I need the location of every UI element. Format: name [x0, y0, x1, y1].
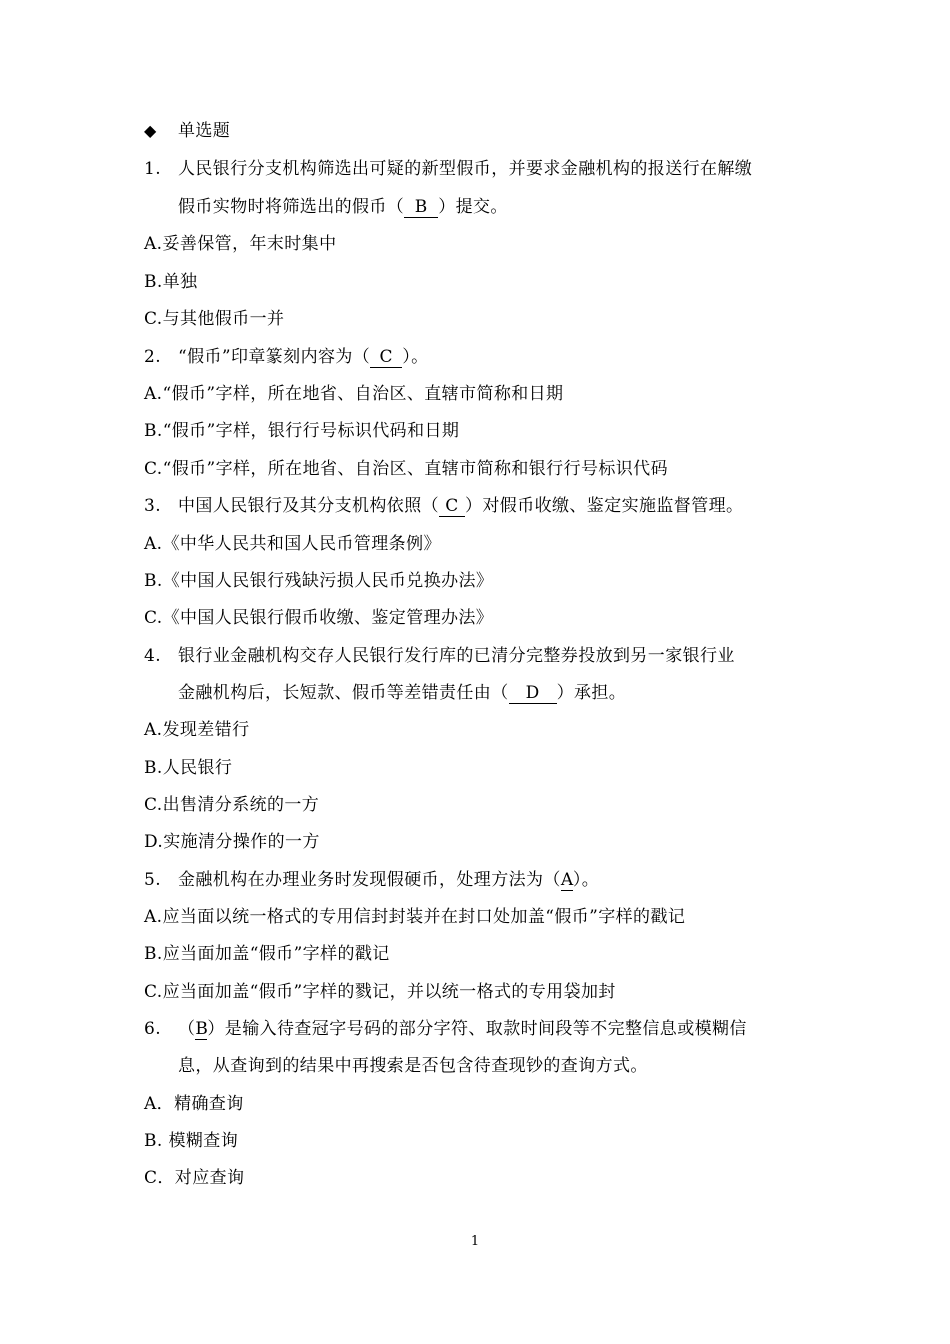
answer-blank: C	[370, 347, 402, 368]
question-number: 2.	[144, 347, 162, 367]
option-item: A.应当面以统一格式的专用信封封装并在封口处加盖“假币”字样的戳记	[144, 907, 686, 927]
question-6-line-1	[144, 1017, 747, 1041]
section-title: 单选题	[178, 121, 231, 141]
option-item: A.“假币”字样，所在地省、自治区、直辖市简称和日期	[144, 384, 564, 404]
question-text: “假币”印章篆刻内容为（	[178, 347, 371, 367]
page-number: 1	[470, 1234, 480, 1249]
answer-blank: B	[404, 197, 438, 218]
option-item: C.应当面加盖“假币”字样的戮记，并以统一格式的专用袋加封	[144, 982, 616, 1002]
question-1-line-2	[178, 195, 508, 219]
option-item: C.“假币”字样，所在地省、自治区、直辖市简称和银行行号标识代码	[144, 459, 668, 479]
option-item: B.应当面加盖“假币”字样的戳记	[144, 944, 390, 964]
question-number: 3.	[144, 496, 162, 516]
question-1-line-1	[144, 157, 752, 181]
option-item: B. 模糊查询	[144, 1131, 239, 1151]
question-number: 4.	[144, 646, 162, 666]
option-item: B.“假币”字样，银行行号标识代码和日期	[144, 421, 460, 441]
answer-blank: A	[560, 870, 574, 890]
question-text: 息，从查询到的结果中再搜索是否包含待查现钞的查询方式。	[178, 1056, 648, 1076]
answer-blank: C	[439, 496, 465, 517]
option-item: A.《中华人民共和国人民币管理条例》	[144, 534, 441, 554]
question-text: 银行业金融机构交存人民银行发行库的已清分完整券投放到另一家银行业	[178, 646, 735, 666]
question-text: 中国人民银行及其分支机构依照（	[178, 496, 439, 516]
question-text: 金融机构后，长短款、假币等差错责任由（	[178, 683, 509, 703]
option-item: A.发现差错行	[144, 720, 250, 740]
option-item: A.妥善保管，年末时集中	[144, 234, 337, 254]
question-6-line-2	[178, 1054, 648, 1078]
question-number: 5.	[144, 870, 162, 890]
section-heading	[144, 119, 230, 143]
question-4-line-1	[144, 644, 735, 668]
question-5-line-1	[144, 868, 599, 892]
answer-blank: B	[195, 1019, 209, 1039]
question-number: 1.	[144, 159, 162, 179]
question-number: 6.	[144, 1019, 162, 1039]
option-item: A．精确查询	[144, 1094, 244, 1114]
option-item: C.与其他假币一并	[144, 309, 285, 329]
diamond-bullet-icon: ◆	[144, 121, 157, 140]
option-item: B.人民银行	[144, 758, 233, 778]
question-text: ）提交。	[438, 197, 508, 217]
question-2-line-1	[144, 345, 429, 369]
question-text: ）。	[402, 347, 429, 367]
question-text: ）是输入待查冠字号码的部分字符、取款时间段等不完整信息或模糊信	[207, 1019, 747, 1039]
question-text: ）承担。	[556, 683, 627, 703]
answer-blank: D	[509, 683, 557, 704]
option-item: C.出售清分系统的一方	[144, 795, 320, 815]
option-item: B.《中国人民银行残缺污损人民币兑换办法》	[144, 571, 494, 591]
question-3-line-1	[144, 494, 743, 518]
question-text: ）。	[572, 870, 600, 890]
question-text: 人民银行分支机构筛选出可疑的新型假币，并要求金融机构的报送行在解缴	[178, 159, 753, 179]
question-text: 假币实物时将筛选出的假币（	[178, 197, 405, 217]
option-item: B.单独	[144, 272, 198, 292]
question-4-line-2	[178, 681, 626, 705]
question-text: 金融机构在办理业务时发现假硬币，处理方法为（	[178, 870, 561, 890]
question-text: （	[178, 1019, 196, 1039]
option-item: D.实施清分操作的一方	[144, 832, 320, 852]
option-item: C.《中国人民银行假币收缴、鉴定管理办法》	[144, 608, 494, 628]
question-text: ）对假币收缴、鉴定实施监督管理。	[465, 496, 744, 516]
option-item: C．对应查询	[144, 1168, 245, 1188]
